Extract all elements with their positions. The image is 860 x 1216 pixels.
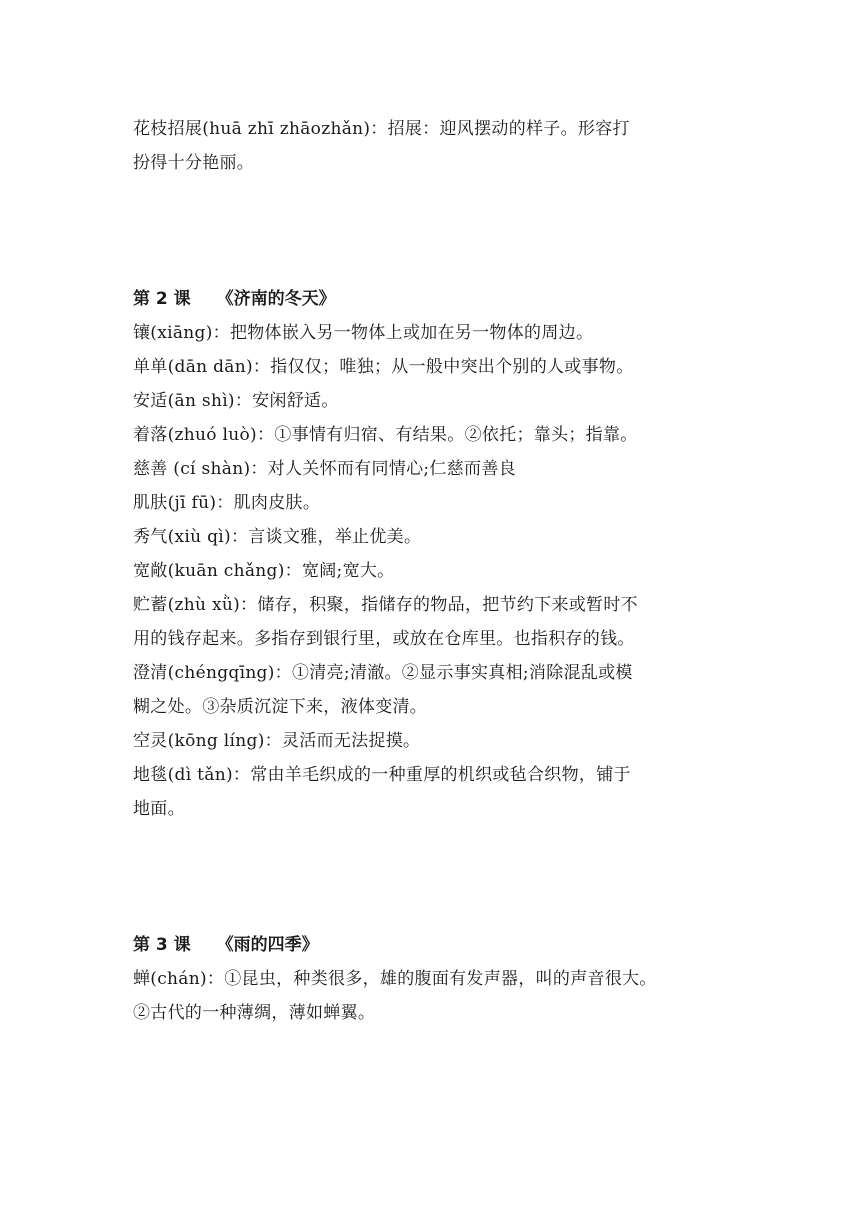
entry-line: 扮得十分艳丽。: [133, 153, 255, 173]
lesson-title: 《雨的四季》: [216, 935, 319, 955]
entry-line: 贮蓄(zhù xǜ)：储存，积聚，指储存的物品，把节约下来或暂时不: [133, 595, 638, 615]
entry-line: 慈善 (cí shàn)：对人关怀而有同情心;仁慈而善良: [133, 459, 516, 479]
document-page: [133, 112, 733, 1030]
lesson-heading: [133, 928, 733, 962]
lesson-number: 第 2 课: [133, 289, 191, 309]
entry-line: 镶(xiāng)：把物体嵌入另一物体上或加在另一物体的周边。: [133, 323, 594, 343]
entry-line: 地面。: [133, 799, 185, 819]
entry-line: 花枝招展(huā zhī zhāozhǎn)：招展：迎风摆动的样子。形容打: [133, 119, 630, 139]
lesson-title: 《济南的冬天》: [216, 289, 336, 309]
entry-line: 单单(dān dān)：指仅仅；唯独；从一般中突出个别的人或事物。: [133, 357, 634, 377]
entry-line: 肌肤(jī fū)：肌肉皮肤。: [133, 493, 321, 513]
entry-line: ②古代的一种薄绸，薄如蝉翼。: [133, 1003, 376, 1023]
entry-line: 蝉(chán)：①昆虫，种类很多，雄的腹面有发声器，叫的声音很大。: [133, 969, 657, 989]
entry-line: 糊之处。③杂质沉淀下来，液体变清。: [133, 697, 428, 717]
entry-line: 用的钱存起来。多指存到银行里，或放在仓库里。也指积存的钱。: [133, 629, 635, 649]
lesson-number: 第 3 课: [133, 935, 191, 955]
entry-line: 安适(ān shì)：安闲舒适。: [133, 391, 339, 411]
entry-line: 地毯(dì tǎn)：常由羊毛织成的一种重厚的机织或毡合织物，铺于: [133, 765, 631, 785]
entry-line: 澄清(chéngqīng)：①清亮;清澈。②显示事实真相;消除混乱或模: [133, 663, 633, 683]
entry-line: 秀气(xiù qì)：言谈文雅，举止优美。: [133, 527, 422, 547]
entry-line: 宽敞(kuān chǎng)：宽阔;宽大。: [133, 561, 395, 581]
lesson-heading: [133, 282, 733, 316]
entry-line: 空灵(kōng líng)：灵活而无法捉摸。: [133, 731, 421, 751]
entry-line: 着落(zhuó luò)：①事情有归宿、有结果。②依托；靠头；指靠。: [133, 425, 638, 445]
